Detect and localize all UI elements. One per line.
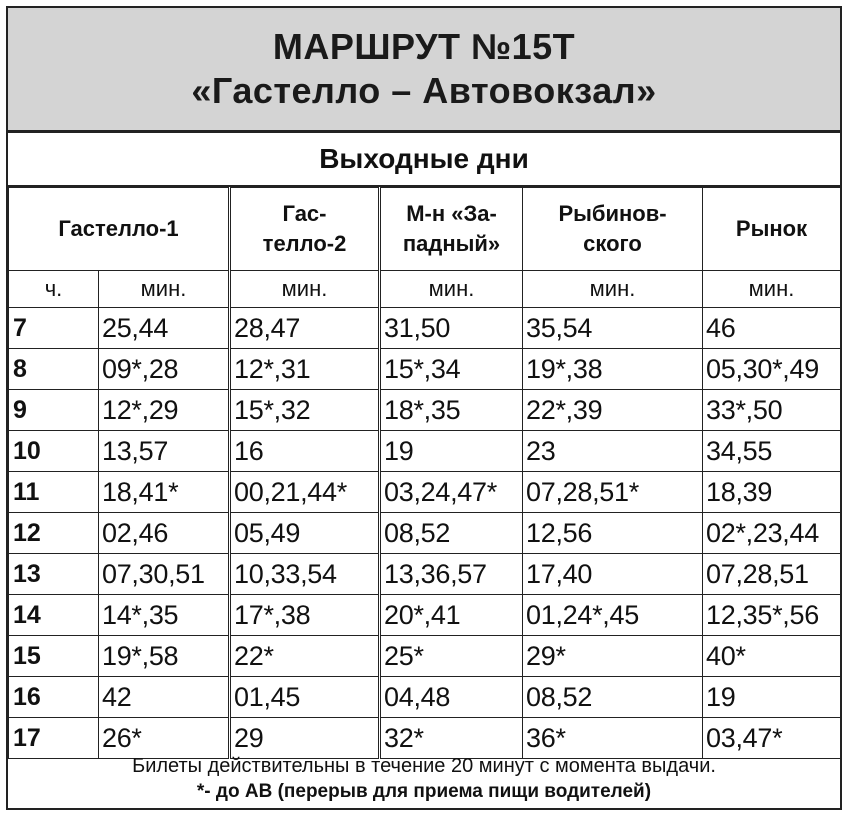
route-number: МАРШРУТ №15Т	[272, 26, 576, 67]
minutes-cell: 07,30,51	[99, 554, 230, 595]
minutes-cell: 36*	[523, 718, 703, 759]
minutes-cell: 13,36,57	[380, 554, 523, 595]
table-row	[9, 595, 841, 636]
table-row	[9, 431, 841, 472]
minutes-cell: 00,21,44*	[230, 472, 380, 513]
minutes-cell: 26*	[99, 718, 230, 759]
table-row	[9, 308, 841, 349]
minutes-cell: 19*,38	[523, 349, 703, 390]
table-row	[9, 390, 841, 431]
table-row	[9, 349, 841, 390]
minutes-cell: 05,49	[230, 513, 380, 554]
minutes-cell: 33*,50	[703, 390, 841, 431]
asterisk-note: *- до АВ (перерыв для приема пищи водителей)	[196, 781, 652, 802]
minutes-cell: 10,33,54	[230, 554, 380, 595]
minutes-cell: 31,50	[380, 308, 523, 349]
table-row	[9, 677, 841, 718]
minutes-cell: 13,57	[99, 431, 230, 472]
hour-cell: 17	[9, 718, 99, 759]
hour-cell: 13	[9, 554, 99, 595]
stop-header: Гастелло-1	[9, 188, 230, 271]
hour-cell: 14	[9, 595, 99, 636]
stop-header: Рыбинов- ского	[523, 188, 703, 271]
minutes-cell: 29	[230, 718, 380, 759]
minutes-cell: 15*,32	[230, 390, 380, 431]
minutes-cell: 07,28,51*	[523, 472, 703, 513]
minutes-unit: мин.	[523, 271, 703, 308]
hour-cell: 7	[9, 308, 99, 349]
minutes-cell: 25*	[380, 636, 523, 677]
minutes-cell: 12,56	[523, 513, 703, 554]
title-block	[8, 8, 840, 133]
stop-header: Гас- телло-2	[230, 188, 380, 271]
minutes-cell: 18*,35	[380, 390, 523, 431]
table-row	[9, 513, 841, 554]
minutes-cell: 02*,23,44	[703, 513, 841, 554]
minutes-cell: 03,24,47*	[380, 472, 523, 513]
minutes-cell: 42	[99, 677, 230, 718]
minutes-cell: 08,52	[380, 513, 523, 554]
hour-cell: 12	[9, 513, 99, 554]
minutes-cell: 34,55	[703, 431, 841, 472]
hour-cell: 11	[9, 472, 99, 513]
minutes-cell: 01,45	[230, 677, 380, 718]
minutes-unit: мин.	[703, 271, 841, 308]
hour-cell: 16	[9, 677, 99, 718]
minutes-cell: 20*,41	[380, 595, 523, 636]
hour-unit: ч.	[9, 271, 99, 308]
minutes-cell: 12*,31	[230, 349, 380, 390]
minutes-unit: мин.	[230, 271, 380, 308]
hour-cell: 15	[9, 636, 99, 677]
minutes-cell: 08,52	[523, 677, 703, 718]
minutes-cell: 16	[230, 431, 380, 472]
minutes-cell: 32*	[380, 718, 523, 759]
stop-header: Рынок	[703, 188, 841, 271]
minutes-cell: 29*	[523, 636, 703, 677]
minutes-cell: 01,24*,45	[523, 595, 703, 636]
minutes-cell: 22*,39	[523, 390, 703, 431]
stops-header-row	[9, 188, 841, 271]
table-row	[9, 554, 841, 595]
minutes-cell: 07,28,51	[703, 554, 841, 595]
minutes-cell: 09*,28	[99, 349, 230, 390]
minutes-unit: мин.	[380, 271, 523, 308]
day-type-heading: Выходные дни	[8, 133, 840, 187]
minutes-cell: 40*	[703, 636, 841, 677]
minutes-cell: 46	[703, 308, 841, 349]
minutes-cell: 28,47	[230, 308, 380, 349]
ticket-validity-note: Билеты действительны в течение 20 минут с момента выдачи.	[132, 755, 716, 777]
units-row	[9, 271, 841, 308]
table-row	[9, 636, 841, 677]
stop-header: М-н «За- падный»	[380, 188, 523, 271]
timetable-body	[9, 308, 841, 759]
minutes-cell: 17,40	[523, 554, 703, 595]
minutes-cell: 03,47*	[703, 718, 841, 759]
hour-cell: 8	[9, 349, 99, 390]
table-row	[9, 472, 841, 513]
minutes-cell: 12*,29	[99, 390, 230, 431]
minutes-cell: 18,41*	[99, 472, 230, 513]
minutes-cell: 02,46	[99, 513, 230, 554]
minutes-cell: 17*,38	[230, 595, 380, 636]
hour-cell: 9	[9, 390, 99, 431]
footer-notes	[8, 750, 840, 808]
minutes-cell: 05,30*,49	[703, 349, 841, 390]
timetable	[8, 187, 841, 759]
minutes-cell: 14*,35	[99, 595, 230, 636]
minutes-cell: 19	[380, 431, 523, 472]
minutes-cell: 22*	[230, 636, 380, 677]
minutes-cell: 15*,34	[380, 349, 523, 390]
minutes-unit: мин.	[99, 271, 230, 308]
schedule-sheet	[6, 6, 842, 810]
minutes-cell: 35,54	[523, 308, 703, 349]
minutes-cell: 25,44	[99, 308, 230, 349]
route-name: «Гастелло – Автовокзал»	[191, 70, 657, 111]
minutes-cell: 04,48	[380, 677, 523, 718]
minutes-cell: 19*,58	[99, 636, 230, 677]
minutes-cell: 23	[523, 431, 703, 472]
hour-cell: 10	[9, 431, 99, 472]
minutes-cell: 19	[703, 677, 841, 718]
minutes-cell: 12,35*,56	[703, 595, 841, 636]
minutes-cell: 18,39	[703, 472, 841, 513]
